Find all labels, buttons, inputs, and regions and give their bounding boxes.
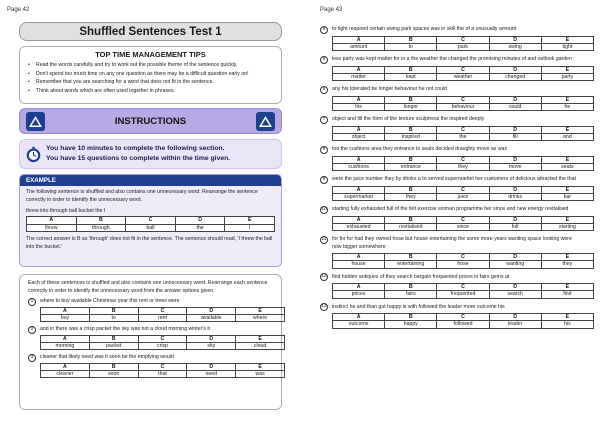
tips-box bbox=[19, 46, 282, 104]
question-item bbox=[320, 56, 582, 81]
option-letter: E bbox=[541, 66, 593, 73]
option-word[interactable]: and bbox=[541, 133, 593, 140]
option-word[interactable]: wanting bbox=[489, 261, 541, 268]
option-letter: B bbox=[385, 66, 437, 73]
option-word[interactable]: supermarket bbox=[333, 193, 385, 200]
option-letter: E bbox=[541, 284, 593, 291]
option-word[interactable]: revitalised bbox=[385, 223, 437, 230]
option-word[interactable]: swing bbox=[489, 43, 541, 50]
option-word[interactable]: tight bbox=[541, 43, 593, 50]
option-letter: A bbox=[333, 126, 385, 133]
option-word[interactable]: buy bbox=[41, 314, 90, 321]
question-number: 6 bbox=[320, 86, 328, 94]
option-letter: A bbox=[333, 186, 385, 193]
option-letter: C bbox=[437, 66, 489, 73]
option-letter: C bbox=[126, 217, 176, 224]
example-answer: The correct answer is B as 'through' does not fit in the sentence. The sentence should read, 'I threw the ball into the bucket.' bbox=[26, 235, 273, 250]
option-word[interactable]: fairs bbox=[385, 291, 437, 298]
answer-options-table bbox=[40, 363, 285, 378]
option-letter: B bbox=[385, 216, 437, 223]
option-letter: A bbox=[333, 156, 385, 163]
question-text: for for for had they owned hose but house entertaining the some more years wanting space looking were now bigger somewhere bbox=[332, 236, 572, 250]
option-word[interactable]: his bbox=[541, 321, 593, 328]
tip-item: • Don't spend too much time on any one question as there may be a difficult question early on! bbox=[28, 70, 273, 79]
question-text: less party was kept matter for in a the weather the changed the promising minutes of and outlook garden bbox=[332, 56, 572, 62]
page-title: Shuffled Sentences Test 1 bbox=[19, 22, 282, 41]
question-number: 2 bbox=[28, 326, 36, 334]
option-letter: E bbox=[236, 335, 285, 342]
option-letter: C bbox=[437, 284, 489, 291]
option-word[interactable]: I bbox=[225, 224, 275, 231]
tip-item: • Read the words carefully and try to work out the possible theme of the sentence quickly. bbox=[28, 61, 273, 70]
option-word[interactable]: entrance bbox=[385, 163, 437, 170]
answer-options-table bbox=[332, 96, 594, 111]
option-word[interactable]: the bbox=[175, 224, 225, 231]
question-item bbox=[320, 274, 582, 299]
question-item bbox=[320, 206, 582, 231]
option-letter: A bbox=[41, 307, 90, 314]
example-sentence: threw into through ball bucket the I bbox=[26, 207, 106, 214]
option-word[interactable]: cloud bbox=[236, 342, 285, 349]
question-number: 3 bbox=[28, 354, 36, 362]
option-letter: A bbox=[333, 36, 385, 43]
option-word[interactable]: house bbox=[333, 261, 385, 268]
option-letter: C bbox=[138, 335, 187, 342]
question-text: object and fill the form of the texture sculptress the inspired deeply bbox=[332, 116, 485, 122]
answer-options-table bbox=[332, 313, 594, 328]
question-number: 7 bbox=[320, 116, 328, 124]
answer-options-table bbox=[332, 36, 594, 51]
instructions-banner bbox=[19, 108, 282, 134]
tip-item: • Remember that you are searching for a word that does not fit in the sentence. bbox=[28, 78, 273, 87]
option-word[interactable]: the bbox=[437, 133, 489, 140]
option-letter: C bbox=[138, 363, 187, 370]
option-word[interactable]: outcome bbox=[333, 321, 385, 328]
option-word[interactable]: find bbox=[541, 291, 593, 298]
option-word[interactable]: starting bbox=[541, 223, 593, 230]
question-item bbox=[320, 304, 582, 329]
option-letter: D bbox=[489, 66, 541, 73]
option-letter: D bbox=[489, 36, 541, 43]
option-letter: D bbox=[489, 254, 541, 261]
page-number: Page 43 bbox=[320, 7, 343, 13]
option-letter: D bbox=[489, 284, 541, 291]
option-letter: E bbox=[541, 254, 593, 261]
option-letter: D bbox=[489, 314, 541, 321]
example-intro: The following sentence is shuffled and also contains one unnecessary word. Rearrange the sentence correctly in order to identify the unnecessary word. bbox=[26, 189, 258, 203]
example-heading: EXAMPLE bbox=[20, 175, 281, 186]
option-letter: E bbox=[236, 363, 285, 370]
option-word[interactable]: matter bbox=[333, 73, 385, 80]
option-letter: A bbox=[333, 216, 385, 223]
question-text: where to buy available Christmas year this rent or trees were bbox=[40, 298, 180, 305]
time-limit-box bbox=[19, 139, 282, 169]
tip-item: • Think about words which are often used together in phrases. bbox=[28, 87, 273, 96]
option-letter: E bbox=[541, 314, 593, 321]
option-letter: C bbox=[437, 314, 489, 321]
option-word[interactable]: party bbox=[541, 73, 593, 80]
question-text: find hidden antiques of they search bargain frequented prices in fairs gems at bbox=[332, 273, 510, 280]
question-text: and in there was a crisp packet the sky was not a cloud morning winter's it bbox=[40, 326, 210, 333]
question-text: cleaner that likely need was it soon be the emptying would bbox=[40, 354, 174, 361]
option-word[interactable]: inspired bbox=[385, 133, 437, 140]
option-word[interactable]: threw bbox=[27, 224, 77, 231]
question-number: 9 bbox=[320, 176, 328, 184]
option-word[interactable]: object bbox=[333, 133, 385, 140]
option-word[interactable]: bar bbox=[541, 193, 593, 200]
answer-options-table bbox=[332, 253, 594, 268]
option-word[interactable]: rent bbox=[138, 314, 187, 321]
option-word[interactable]: juice bbox=[437, 193, 489, 200]
option-letter: C bbox=[437, 156, 489, 163]
option-letter: B bbox=[385, 186, 437, 193]
page-number: Page 42 bbox=[7, 7, 30, 13]
option-word[interactable]: park bbox=[437, 43, 489, 50]
right-page bbox=[300, 0, 600, 424]
question-number: 4 bbox=[320, 26, 328, 34]
question-item bbox=[28, 354, 273, 378]
option-letter: B bbox=[89, 335, 138, 342]
option-letter: E bbox=[225, 217, 275, 224]
question-number: 8 bbox=[320, 146, 328, 154]
option-letter: C bbox=[138, 307, 187, 314]
option-word[interactable]: happy bbox=[385, 321, 437, 328]
option-letter: B bbox=[385, 96, 437, 103]
option-word[interactable]: cleaner bbox=[41, 370, 90, 377]
option-letter: E bbox=[541, 156, 593, 163]
option-letter: B bbox=[385, 314, 437, 321]
question-number: 1 bbox=[28, 298, 36, 306]
answer-options-table bbox=[332, 66, 594, 81]
questions-column bbox=[320, 26, 582, 334]
option-letter: E bbox=[541, 36, 593, 43]
option-letter: E bbox=[541, 96, 593, 103]
time-line-2: You have 15 questions to complete within the time given. bbox=[46, 155, 231, 162]
option-word[interactable]: ball bbox=[126, 224, 176, 231]
question-item bbox=[320, 146, 582, 171]
answer-options-table bbox=[332, 186, 594, 201]
option-letter: A bbox=[41, 363, 90, 370]
option-letter: B bbox=[76, 217, 126, 224]
option-word[interactable]: frequented bbox=[437, 291, 489, 298]
question-item bbox=[320, 176, 582, 201]
option-word[interactable]: move bbox=[489, 163, 541, 170]
question-item bbox=[320, 86, 582, 111]
option-letter: B bbox=[385, 284, 437, 291]
answer-options-table bbox=[332, 126, 594, 141]
question-text: too the cushions area they entrance to seats decided draughty move as was bbox=[332, 146, 508, 152]
question-item bbox=[320, 236, 582, 269]
option-word[interactable]: changed bbox=[489, 73, 541, 80]
option-word[interactable]: could bbox=[489, 103, 541, 110]
option-letter: B bbox=[89, 363, 138, 370]
question-item bbox=[28, 298, 273, 322]
option-letter: C bbox=[437, 254, 489, 261]
option-letter: C bbox=[437, 96, 489, 103]
option-letter: C bbox=[437, 216, 489, 223]
option-letter: C bbox=[437, 36, 489, 43]
question-number: 10 bbox=[321, 206, 327, 212]
answer-options-table bbox=[40, 335, 285, 350]
option-word[interactable]: they bbox=[437, 163, 489, 170]
option-word[interactable]: where bbox=[236, 314, 285, 321]
option-word[interactable]: they bbox=[385, 193, 437, 200]
option-word[interactable]: his bbox=[333, 103, 385, 110]
question-number: 5 bbox=[320, 56, 328, 64]
option-word[interactable]: packet bbox=[89, 342, 138, 349]
option-letter: A bbox=[333, 66, 385, 73]
option-letter: C bbox=[437, 186, 489, 193]
question-number: 11 bbox=[321, 236, 327, 242]
question-item bbox=[320, 26, 582, 51]
question-item bbox=[28, 326, 273, 350]
option-letter: D bbox=[187, 335, 236, 342]
option-word[interactable]: crisp bbox=[138, 342, 187, 349]
option-word[interactable]: was bbox=[236, 370, 285, 377]
warning-triangle-icon bbox=[26, 112, 45, 131]
time-line-1: You have 10 minutes to complete the following section. bbox=[46, 145, 225, 152]
option-word[interactable]: need bbox=[187, 370, 236, 377]
option-letter: D bbox=[175, 217, 225, 224]
option-word[interactable]: soon bbox=[89, 370, 138, 377]
option-letter: E bbox=[236, 307, 285, 314]
question-number: 12 bbox=[321, 274, 327, 280]
option-word[interactable]: they bbox=[541, 261, 593, 268]
option-letter: B bbox=[385, 36, 437, 43]
option-letter: E bbox=[541, 126, 593, 133]
option-word[interactable]: cushions bbox=[333, 163, 385, 170]
option-word[interactable]: since bbox=[437, 223, 489, 230]
tips-list bbox=[28, 61, 273, 95]
option-letter: D bbox=[187, 307, 236, 314]
option-letter: D bbox=[187, 363, 236, 370]
option-letter: B bbox=[385, 156, 437, 163]
stopwatch-icon bbox=[25, 146, 42, 163]
option-word[interactable]: behaviour bbox=[437, 103, 489, 110]
option-word[interactable]: exhausted bbox=[333, 223, 385, 230]
question-number: 13 bbox=[321, 304, 327, 310]
answer-options-table bbox=[40, 307, 285, 322]
option-letter: C bbox=[437, 126, 489, 133]
option-letter: D bbox=[489, 96, 541, 103]
option-word[interactable]: sky bbox=[187, 342, 236, 349]
option-word[interactable]: seats bbox=[541, 163, 593, 170]
option-word[interactable]: to bbox=[89, 314, 138, 321]
option-word[interactable]: search bbox=[489, 291, 541, 298]
option-word[interactable]: amount bbox=[333, 43, 385, 50]
tips-heading: TOP TIME MANAGEMENT TIPS bbox=[95, 50, 206, 59]
question-item bbox=[320, 116, 582, 141]
option-letter: B bbox=[385, 254, 437, 261]
option-word[interactable]: fill bbox=[489, 133, 541, 140]
answer-options-table bbox=[332, 283, 594, 298]
option-word[interactable]: longer bbox=[385, 103, 437, 110]
option-word[interactable]: kept bbox=[385, 73, 437, 80]
option-word[interactable]: followed bbox=[437, 321, 489, 328]
option-letter: B bbox=[89, 307, 138, 314]
option-letter: D bbox=[489, 156, 541, 163]
example-box bbox=[19, 174, 282, 267]
answer-options-table bbox=[332, 216, 594, 231]
warning-triangle-icon bbox=[256, 112, 275, 131]
example-options-table bbox=[26, 216, 275, 231]
option-word[interactable]: weather bbox=[437, 73, 489, 80]
option-letter: A bbox=[333, 314, 385, 321]
option-letter: E bbox=[541, 216, 593, 223]
question-text: were the juice number they by drinks a to served supermarket her customers of delicious attracted the that bbox=[332, 176, 576, 182]
option-letter: A bbox=[41, 335, 90, 342]
option-letter: E bbox=[541, 186, 593, 193]
answer-options-table bbox=[332, 156, 594, 171]
option-word[interactable]: that bbox=[138, 370, 187, 377]
option-letter: A bbox=[333, 254, 385, 261]
option-word[interactable]: leader bbox=[489, 321, 541, 328]
questions-box bbox=[19, 274, 282, 410]
instructions-label: INSTRUCTIONS bbox=[114, 115, 187, 127]
question-text: instinct he and than gut happy is with followed the leader more outcome his bbox=[332, 303, 505, 310]
option-letter: D bbox=[489, 126, 541, 133]
option-letter: A bbox=[333, 96, 385, 103]
questions-intro: Each of these sentences is shuffled and also contains one unnecessary word. Rearrange each sentence correctly in order to identify the unnecessary word from the answer options given. bbox=[28, 280, 268, 294]
option-word[interactable]: entertaining bbox=[385, 261, 437, 268]
option-letter: D bbox=[489, 186, 541, 193]
option-word[interactable]: available bbox=[187, 314, 236, 321]
option-letter: A bbox=[27, 217, 77, 224]
option-word[interactable]: to bbox=[385, 43, 437, 50]
question-text: starting fully exhausted full of the felt exercise woman programme her since and new energy revitalised bbox=[332, 206, 569, 212]
option-word[interactable]: drinks bbox=[489, 193, 541, 200]
option-word[interactable]: through bbox=[76, 224, 126, 231]
option-word[interactable]: prices bbox=[333, 291, 385, 298]
option-word[interactable]: full bbox=[489, 223, 541, 230]
option-letter: D bbox=[489, 216, 541, 223]
option-letter: B bbox=[385, 126, 437, 133]
option-letter: A bbox=[333, 284, 385, 291]
option-word[interactable]: he bbox=[541, 103, 593, 110]
question-text: any his tolerated be longer behaviour he not could bbox=[332, 86, 448, 92]
question-text: to tight required certain swing park spaces was in skill the of a unusually amount bbox=[332, 26, 517, 32]
option-word[interactable]: hose bbox=[437, 261, 489, 268]
option-word[interactable]: morning bbox=[41, 342, 90, 349]
